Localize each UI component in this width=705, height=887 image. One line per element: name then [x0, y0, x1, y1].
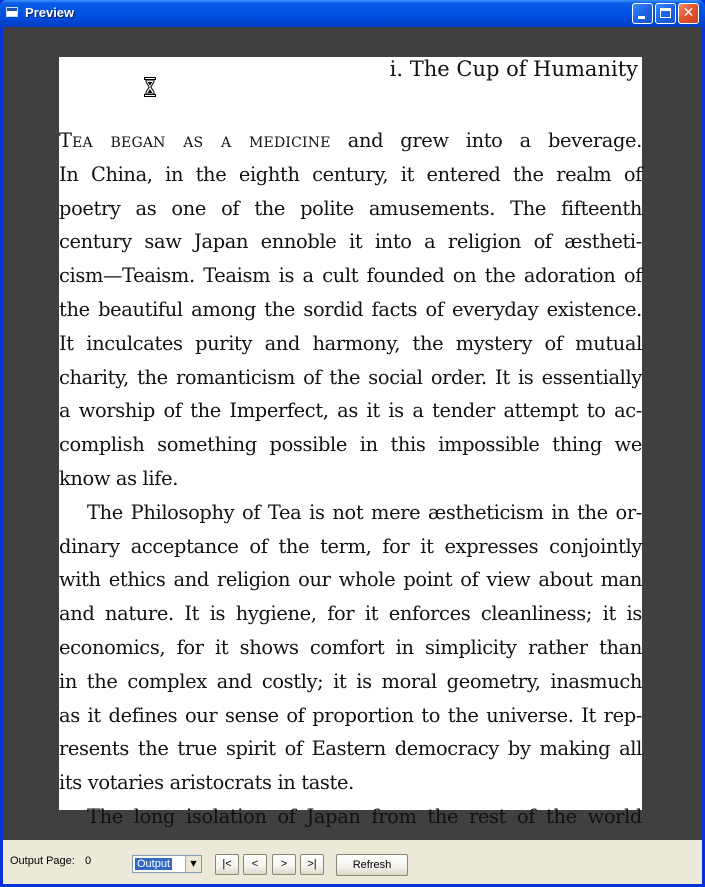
- maximize-icon: [660, 8, 671, 18]
- text-line: The Philosophy of Tea is not mere æstheticism in the or-: [87, 500, 642, 524]
- refresh-button[interactable]: Refresh: [336, 854, 408, 876]
- mode-select-value: Output: [137, 858, 171, 870]
- text-line: century saw Japan ennoble it into a religion of æstheti-: [59, 230, 642, 254]
- text-line: It inculcates purity and harmony, the mystery of mutual: [59, 331, 642, 355]
- window-title: Preview: [25, 5, 75, 20]
- minimize-icon: [638, 16, 645, 19]
- text-line: its votaries aristocrats in taste.: [59, 771, 354, 795]
- minimize-button[interactable]: [632, 3, 653, 24]
- text-line-content: and grew into a beverage.: [330, 129, 642, 152]
- text-line: charity, the romanticism of the social order. It is essentially: [59, 365, 642, 389]
- opening-smallcaps: Tea began as a medicine: [59, 129, 331, 152]
- title-bar[interactable]: [0, 0, 705, 27]
- close-icon: ✕: [682, 5, 695, 21]
- text-line: a worship of the Imperfect, as it is a tender attempt to ac-: [59, 399, 642, 423]
- text-line: dinary acceptance of the term, for it expresses conjointly: [59, 534, 642, 558]
- output-page-number: 0: [85, 855, 92, 867]
- text-line: [59, 124, 642, 158]
- hourglass-icon: [144, 77, 156, 97]
- preview-viewport[interactable]: [3, 27, 702, 840]
- text-line: cism—Teaism. Teaism is a cult founded on the adoration of: [59, 264, 642, 288]
- next-page-button[interactable]: >: [272, 854, 296, 875]
- mode-select[interactable]: [132, 855, 202, 873]
- navigation-bar: [3, 840, 702, 884]
- window-icon[interactable]: [6, 7, 18, 17]
- close-button[interactable]: [678, 3, 699, 24]
- text-line: In China, in the eighth century, it entered the realm of: [59, 162, 642, 186]
- text-line: in the complex and costly; it is moral geometry, inasmuch: [59, 669, 642, 693]
- text-line: poetry as one of the polite amusements. The fifteenth: [59, 196, 642, 220]
- text-line: with ethics and religion our whole point of view about man: [59, 568, 642, 592]
- text-line: resents the true spirit of Eastern democracy by making all: [59, 737, 642, 761]
- last-page-button[interactable]: >|: [300, 854, 324, 875]
- body-text: [59, 124, 642, 834]
- running-head: i. The Cup of Humanity: [389, 57, 638, 81]
- text-line: know as life.: [59, 466, 179, 490]
- text-line: The long isolation of Japan from the rest of the world: [87, 804, 642, 828]
- text-line: the beautiful among the sordid facts of everyday existence.: [59, 297, 642, 321]
- first-page-button[interactable]: |<: [215, 854, 239, 875]
- previous-page-button[interactable]: <: [243, 854, 267, 875]
- chevron-down-icon[interactable]: ▼: [185, 856, 201, 872]
- text-line: as it defines our sense of proportion to the universe. It rep-: [59, 703, 642, 727]
- maximize-button[interactable]: [655, 3, 676, 24]
- output-page-label: Output Page:: [10, 855, 75, 867]
- text-line: and nature. It is hygiene, for it enforces cleanliness; it is: [59, 602, 642, 626]
- text-line: economics, for it shows comfort in simplicity rather than: [59, 635, 642, 659]
- preview-page: [59, 57, 642, 828]
- client-area: [3, 27, 702, 884]
- text-line: complish something possible in this impossible thing we: [59, 433, 642, 457]
